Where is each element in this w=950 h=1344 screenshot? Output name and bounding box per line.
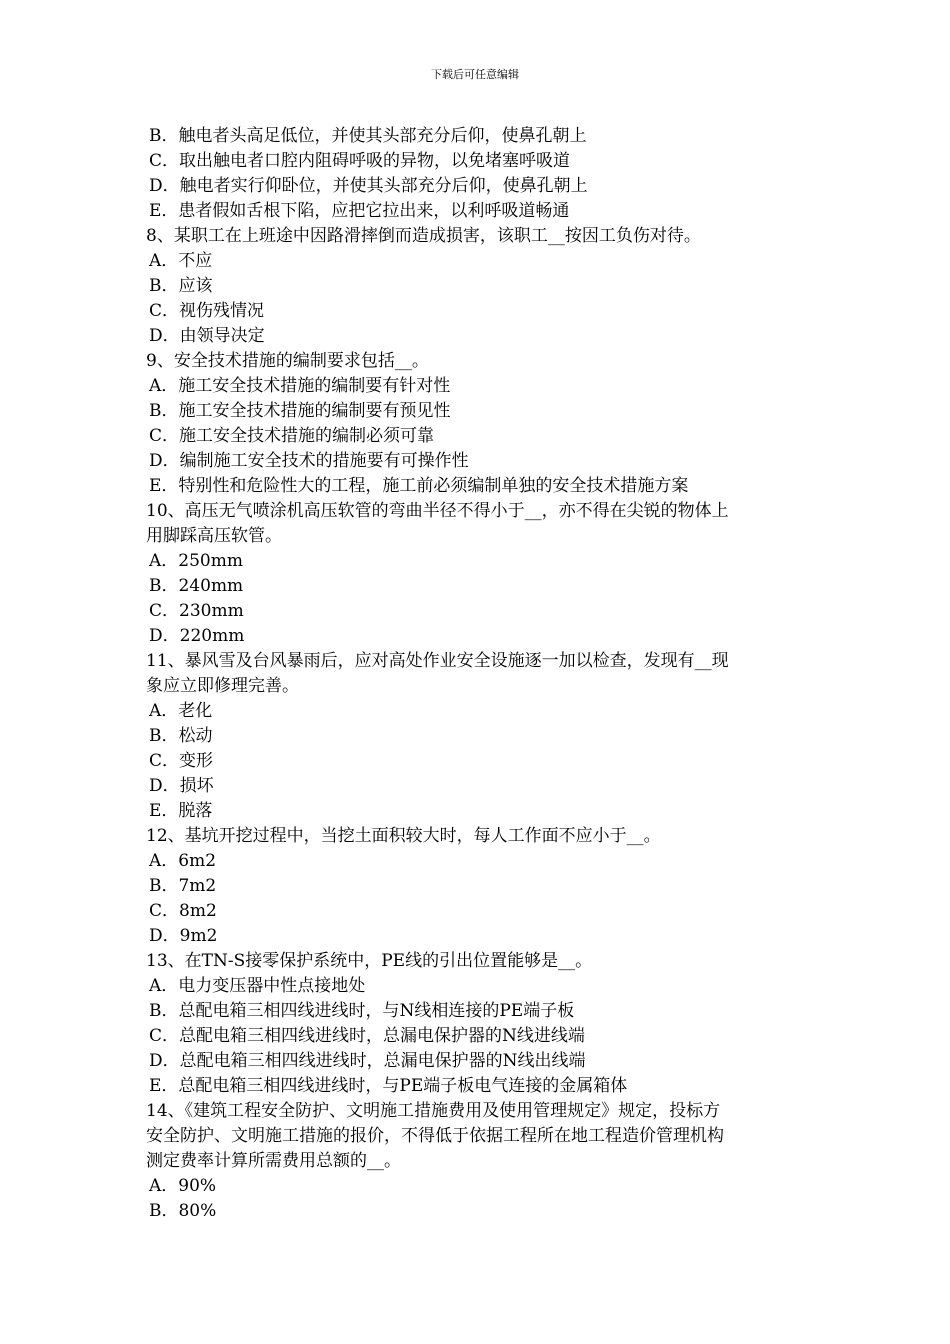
answer-option: C．总配电箱三相四线进线时，总漏电保护器的N线进线端 — [149, 1026, 585, 1046]
answer-option: A．不应 — [149, 251, 213, 271]
question-text: 象应立即修理完善。 — [146, 676, 299, 696]
answer-option: A．电力变压器中性点接地处 — [149, 976, 366, 996]
page-header: 下载后可任意编辑 — [431, 68, 519, 81]
answer-option: A．6m2 — [149, 851, 217, 871]
question-text: 安全防护、文明施工措施的报价，不得低于依据工程所在地工程造价管理机构 — [146, 1126, 724, 1146]
answer-option: D．触电者实行仰卧位，并使其头部充分后仰，使鼻孔朝上 — [149, 176, 588, 196]
question-text: 9、安全技术措施的编制要求包括__。 — [146, 351, 429, 371]
answer-option: E．脱落 — [149, 801, 213, 821]
answer-option: B．触电者头高足低位，并使其头部充分后仰，使鼻孔朝上 — [149, 126, 587, 146]
question-text: 13、在TN-S接零保护系统中，PE线的引出位置能够是__。 — [146, 951, 593, 971]
document-body — [146, 124, 808, 1224]
question-text: 14、《建筑工程安全防护、文明施工措施费用及使用管理规定》规定，投标方 — [146, 1101, 721, 1121]
question-text: 12、基坑开挖过程中，当挖土面积较大时，每人工作面不应小于__。 — [146, 826, 661, 846]
answer-option: A．90% — [149, 1176, 217, 1196]
answer-option: C．8m2 — [149, 901, 217, 921]
answer-option: D．220mm — [149, 626, 245, 646]
answer-option: D．损坏 — [149, 776, 214, 796]
answer-option: C．视伤残情况 — [149, 301, 265, 321]
answer-option: D．编制施工安全技术的措施要有可操作性 — [149, 451, 469, 471]
answer-option: B．240mm — [149, 576, 244, 596]
answer-option: A．250mm — [149, 551, 243, 571]
answer-option: B．应该 — [149, 276, 213, 296]
question-text: 11、暴风雪及台风暴雨后，应对高处作业安全设施逐一加以检查，发现有__现 — [146, 651, 729, 671]
answer-option: E．总配电箱三相四线进线时，与PE端子板电气连接的金属箱体 — [149, 1076, 628, 1096]
answer-option: D．总配电箱三相四线进线时，总漏电保护器的N线出线端 — [149, 1051, 586, 1071]
question-text: 8、某职工在上班途中因路滑摔倒而造成损害，该职工__按因工负伤对待。 — [146, 226, 701, 246]
question-text: 用脚踩高压软管。 — [146, 526, 282, 546]
answer-option: C．230mm — [149, 601, 244, 621]
answer-option: A．施工安全技术措施的编制要有针对性 — [149, 376, 451, 396]
answer-option: D．由领导决定 — [149, 326, 265, 346]
answer-option: C．取出触电者口腔内阻碍呼吸的异物，以免堵塞呼吸道 — [149, 151, 571, 171]
answer-option: C．变形 — [149, 751, 214, 771]
answer-option: A．老化 — [149, 701, 213, 721]
answer-option: B．7m2 — [149, 876, 217, 896]
answer-option: D．9m2 — [149, 926, 218, 946]
answer-option: E．特别性和危险性大的工程，施工前必须编制单独的安全技术措施方案 — [149, 476, 689, 496]
answer-option: E．患者假如舌根下陷，应把它拉出来，以利呼吸道畅通 — [149, 201, 570, 221]
answer-option: C．施工安全技术措施的编制必须可靠 — [149, 426, 435, 446]
answer-option: B．施工安全技术措施的编制要有预见性 — [149, 401, 451, 421]
answer-option: B．松动 — [149, 726, 213, 746]
answer-option: B．总配电箱三相四线进线时，与N线相连接的PE端子板 — [149, 1001, 575, 1021]
answer-option: B．80% — [149, 1201, 217, 1221]
question-text: 10、高压无气喷涂机高压软管的弯曲半径不得小于__，亦不得在尖锐的物体上 — [146, 501, 729, 521]
question-text: 测定费率计算所需费用总额的__。 — [146, 1151, 401, 1171]
